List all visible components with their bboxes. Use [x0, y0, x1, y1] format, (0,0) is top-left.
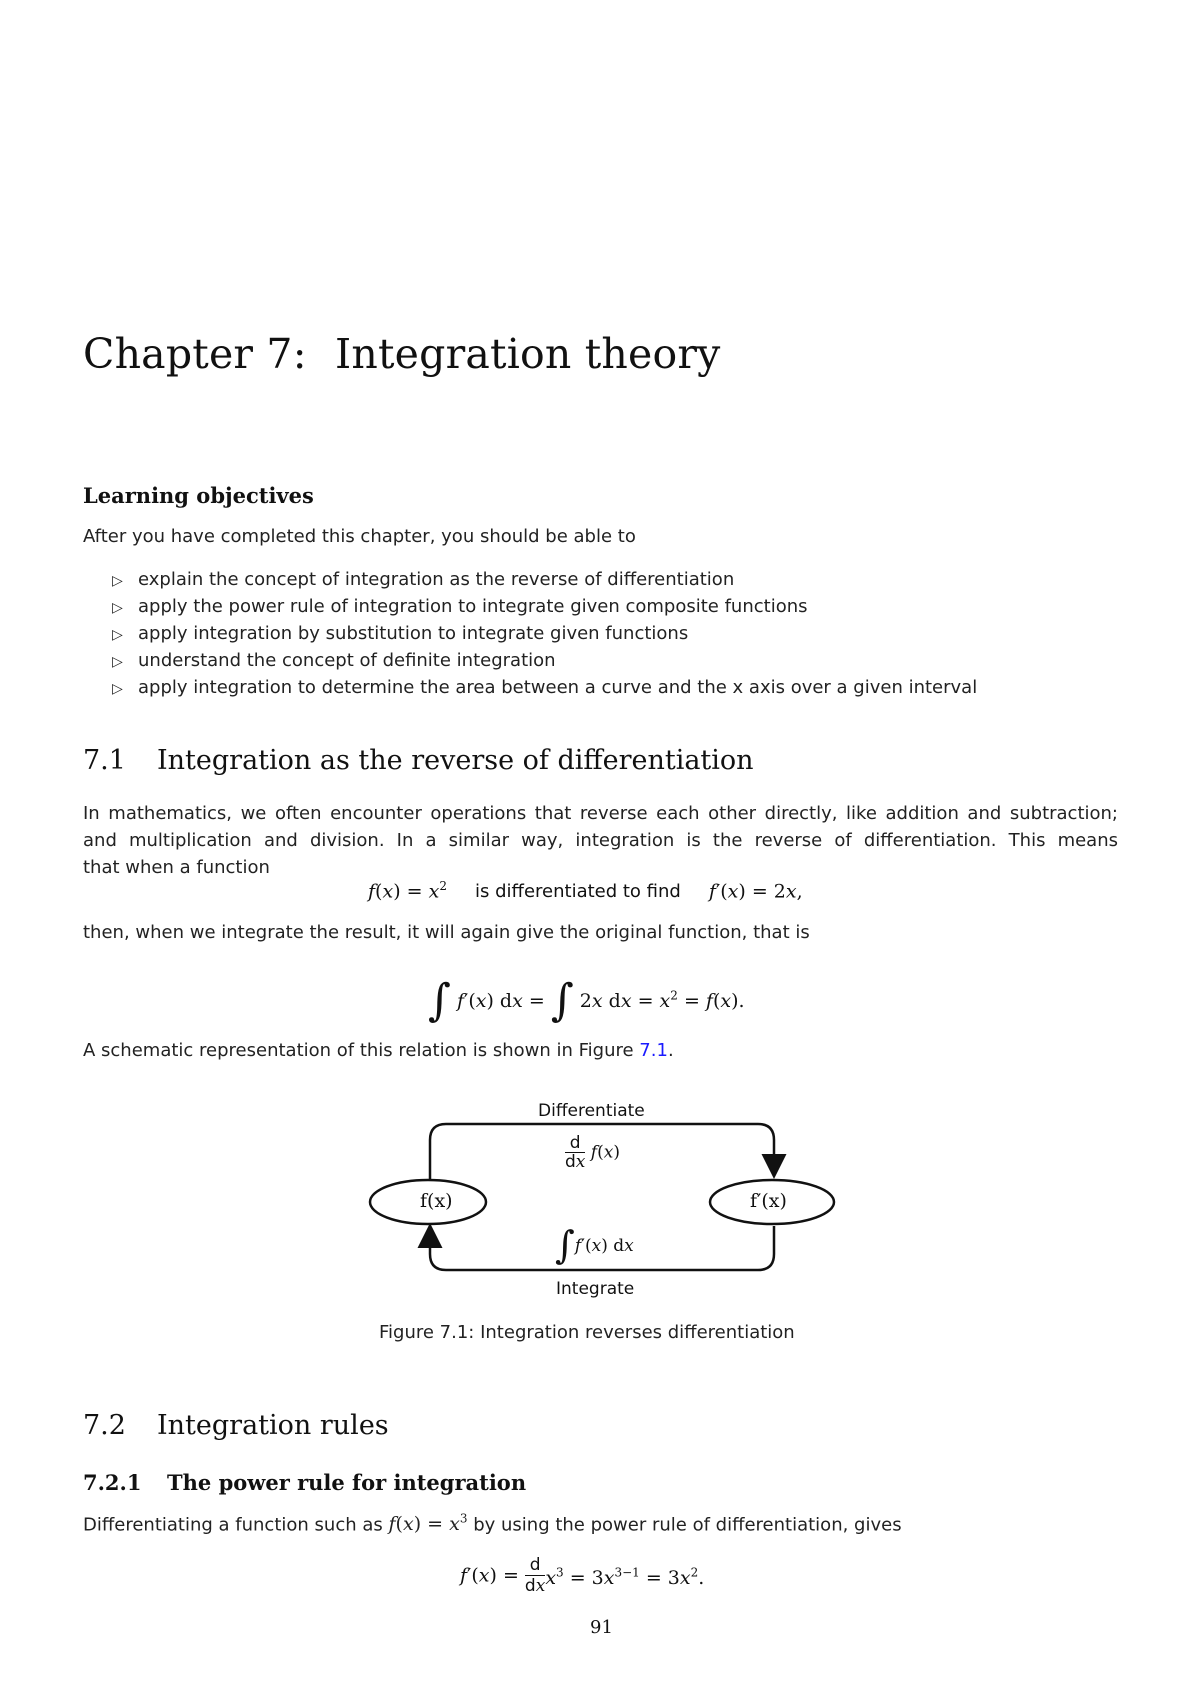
- subsection-heading-7-2-1: 7.2.1 The power rule for integration: [83, 1470, 527, 1495]
- triangle-bullet-icon: ▷: [112, 627, 123, 643]
- section-7-1-paragraph-3: A schematic representation of this relation is shown in Figure 7.1.: [83, 1040, 674, 1061]
- left-node-label: f(x): [420, 1190, 453, 1212]
- figure-reference-link[interactable]: 7.1: [639, 1040, 668, 1061]
- triangle-bullet-icon: ▷: [112, 681, 123, 697]
- chapter-number: Chapter 7:: [83, 330, 307, 378]
- equation-derivative: $f(x) = x^2$ is differentiated to find f′(x) = 2x,: [368, 879, 803, 903]
- integrate-label: Integrate: [556, 1279, 635, 1299]
- chapter-title-text: Integration theory: [335, 330, 721, 378]
- objective-item: ▷ explain the concept of integration as the reverse of differentiation: [112, 566, 977, 593]
- equation-integral: ∫ f′(x) dx = ∫ 2x dx = $x^2 = f(x)$.: [428, 975, 745, 1026]
- triangle-bullet-icon: ▷: [112, 600, 123, 616]
- triangle-bullet-icon: ▷: [112, 654, 123, 670]
- integral-expression: ∫f′(x) dx: [555, 1223, 634, 1267]
- section-heading-7-2: 7.2 Integration rules: [83, 1410, 389, 1441]
- derivative-expression: $\frac{d}{dx}$ f(x): [565, 1133, 620, 1172]
- integral-sign-icon: ∫: [428, 975, 451, 1026]
- chapter-title: [83, 330, 721, 378]
- objectives-intro: After you have completed this chapter, you should be able to: [83, 526, 636, 547]
- integral-sign-icon: ∫: [555, 1223, 575, 1267]
- integral-sign-icon: ∫: [550, 975, 574, 1026]
- objectives-list: [112, 566, 977, 701]
- section-heading-7-1: 7.1 Integration as the reverse of differentiation: [83, 745, 754, 776]
- figure-caption: Figure 7.1: Integration reverses differentiation: [379, 1322, 795, 1343]
- section-7-2-1-paragraph: Differentiating a function such as $f(x) = x^3$ by using the power rule of differentiation, gives: [83, 1512, 902, 1536]
- differentiate-label: Differentiate: [538, 1101, 645, 1121]
- page-number: 91: [590, 1617, 613, 1638]
- objectives-heading: Learning objectives: [83, 483, 314, 508]
- section-7-1-paragraph: In mathematics, we often encounter operations that reverse each other directly, like addition and subtraction; and multiplication and division. In a similar way, integration is the reverse of differentiation. This means that when a function: [83, 803, 1118, 878]
- section-7-1-paragraph-2: then, when we integrate the result, it will again give the original function, that is: [83, 922, 810, 943]
- objective-item: ▷ apply the power rule of integration to integrate given composite functions: [112, 593, 977, 620]
- equation-power-rule: f′(x) = $\frac{d}{dx}$ $x^3 = 3x^{3-1} = 3x^2$.: [460, 1555, 705, 1596]
- objective-item: ▷ apply integration by substitution to integrate given functions: [112, 620, 977, 647]
- objective-item: ▷ apply integration to determine the area between a curve and the x axis over a given interval: [112, 674, 977, 701]
- right-node-label: f′(x): [750, 1190, 787, 1212]
- triangle-bullet-icon: ▷: [112, 573, 123, 589]
- figure-7-1: [360, 1100, 850, 1300]
- objective-item: ▷ understand the concept of definite integration: [112, 647, 977, 674]
